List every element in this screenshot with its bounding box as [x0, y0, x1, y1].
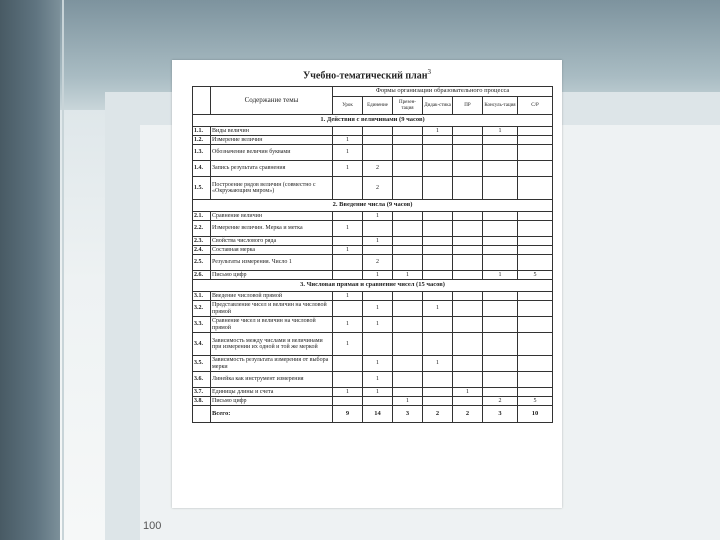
section-title: 3. Числовая прямая и сравнение чисел (15 часов) [193, 280, 553, 292]
row-cell [333, 255, 363, 271]
row-cell [453, 301, 483, 317]
row-cell [423, 246, 453, 255]
row-topic: Обозначение величин буквами [211, 145, 333, 161]
row-cell [393, 161, 423, 177]
row-number: 1.3. [193, 145, 211, 161]
row-cell [453, 397, 483, 406]
column-header: ПР [453, 97, 483, 115]
row-cell [393, 127, 423, 136]
row-cell: 1 [363, 317, 393, 333]
document-title [172, 68, 562, 81]
row-cell [423, 255, 453, 271]
row-cell [393, 372, 423, 388]
total-cell: 14 [363, 406, 393, 423]
row-number: 1.2. [193, 136, 211, 145]
row-number: 2.4. [193, 246, 211, 255]
title-text: Учебно-тематический план [302, 70, 428, 82]
row-cell: 1 [333, 221, 363, 237]
row-topic: Запись результата сравнения [211, 161, 333, 177]
row-cell [423, 212, 453, 221]
row-cell [423, 161, 453, 177]
row-topic: Составная мерка [211, 246, 333, 255]
row-cell [518, 177, 553, 200]
table-row [193, 161, 553, 177]
section-row [193, 200, 553, 212]
row-cell [518, 317, 553, 333]
row-cell [393, 255, 423, 271]
row-cell: 2 [363, 177, 393, 200]
section-title: 1. Действия с величинами (9 часов) [193, 115, 553, 127]
row-topic: Сравнение величин [211, 212, 333, 221]
row-topic: Измерение величин [211, 136, 333, 145]
row-cell [483, 161, 518, 177]
row-cell [393, 212, 423, 221]
row-cell: 1 [483, 127, 518, 136]
row-cell [518, 333, 553, 356]
total-label: Всего: [211, 406, 333, 423]
row-cell [333, 177, 363, 200]
total-cell: 3 [393, 406, 423, 423]
row-number: 3.3. [193, 317, 211, 333]
plan-body [193, 115, 553, 423]
total-cell: 3 [483, 406, 518, 423]
row-cell [393, 177, 423, 200]
row-cell [518, 388, 553, 397]
row-topic: Представление чисел и величин на числовой прямой [211, 301, 333, 317]
row-cell [453, 212, 483, 221]
total-number [193, 406, 211, 423]
table-row [193, 246, 553, 255]
section-title: 2. Введение числа (9 часов) [193, 200, 553, 212]
table-row [193, 145, 553, 161]
row-cell: 1 [333, 388, 363, 397]
row-cell [393, 333, 423, 356]
row-cell [333, 212, 363, 221]
table-row [193, 255, 553, 271]
table-row [193, 237, 553, 246]
row-cell [363, 292, 393, 301]
row-cell [483, 246, 518, 255]
row-topic: Линейка как инструмент измерения [211, 372, 333, 388]
row-cell [333, 356, 363, 372]
row-cell: 5 [518, 271, 553, 280]
row-cell [393, 388, 423, 397]
row-topic: Единицы длины и счета [211, 388, 333, 397]
header-content: Содержание темы [211, 87, 333, 115]
row-cell: 1 [423, 127, 453, 136]
row-cell [518, 301, 553, 317]
row-cell [363, 127, 393, 136]
row-number: 1.1. [193, 127, 211, 136]
row-cell [393, 136, 423, 145]
row-cell: 1 [423, 356, 453, 372]
row-cell [423, 237, 453, 246]
row-number: 3.1. [193, 292, 211, 301]
table-row [193, 127, 553, 136]
row-cell [423, 221, 453, 237]
plan-table [192, 86, 553, 423]
table-row [193, 372, 553, 388]
row-cell [483, 255, 518, 271]
row-cell: 1 [333, 333, 363, 356]
row-cell: 1 [333, 317, 363, 333]
table-row [193, 317, 553, 333]
row-topic: Виды величин [211, 127, 333, 136]
row-cell: 1 [423, 301, 453, 317]
row-number: 2.3. [193, 237, 211, 246]
table-row [193, 212, 553, 221]
row-number: 2.6. [193, 271, 211, 280]
row-cell [423, 388, 453, 397]
row-cell [453, 145, 483, 161]
total-cell: 2 [453, 406, 483, 423]
total-cell: 9 [333, 406, 363, 423]
column-header: Единение [363, 97, 393, 115]
row-cell: 1 [363, 237, 393, 246]
row-cell [483, 237, 518, 246]
row-number: 1.4. [193, 161, 211, 177]
table-row [193, 388, 553, 397]
row-cell: 1 [453, 388, 483, 397]
row-number: 3.4. [193, 333, 211, 356]
table-row [193, 301, 553, 317]
row-topic: Свойства числового ряда [211, 237, 333, 246]
row-cell [518, 356, 553, 372]
row-number: 3.2. [193, 301, 211, 317]
row-cell [453, 317, 483, 333]
title-footnote: 3 [427, 68, 432, 76]
row-cell [483, 301, 518, 317]
row-cell [518, 212, 553, 221]
row-cell [518, 255, 553, 271]
row-number: 2.1. [193, 212, 211, 221]
row-cell [518, 221, 553, 237]
row-topic: Зависимость между числами и величинами при измерении их одной и той же меркой [211, 333, 333, 356]
row-number: 3.7. [193, 388, 211, 397]
row-cell: 1 [363, 356, 393, 372]
row-cell [518, 161, 553, 177]
table-row [193, 333, 553, 356]
background-left [0, 0, 60, 540]
row-cell [453, 292, 483, 301]
row-cell [393, 317, 423, 333]
row-cell [423, 136, 453, 145]
row-cell [363, 333, 393, 356]
row-cell: 1 [483, 271, 518, 280]
row-cell [333, 301, 363, 317]
row-cell [453, 372, 483, 388]
row-cell [518, 246, 553, 255]
row-cell: 1 [363, 372, 393, 388]
row-number: 3.5. [193, 356, 211, 372]
row-cell [423, 372, 453, 388]
row-cell: 2 [483, 397, 518, 406]
row-topic: Зависимость результата измерения от выбора мерки [211, 356, 333, 372]
row-cell [453, 271, 483, 280]
row-topic: Письмо цифр [211, 397, 333, 406]
row-cell [483, 221, 518, 237]
row-number: 3.8. [193, 397, 211, 406]
row-cell [518, 372, 553, 388]
row-number: 2.5. [193, 255, 211, 271]
table-row [193, 177, 553, 200]
section-row [193, 280, 553, 292]
row-number: 3.6. [193, 372, 211, 388]
row-topic: Результаты измерения. Число 1 [211, 255, 333, 271]
row-cell [453, 221, 483, 237]
row-cell [518, 145, 553, 161]
row-cell [453, 237, 483, 246]
decorative-line [62, 0, 64, 540]
row-cell [483, 292, 518, 301]
row-cell [453, 161, 483, 177]
row-cell [483, 136, 518, 145]
row-cell [518, 127, 553, 136]
row-cell [483, 333, 518, 356]
row-cell [363, 221, 393, 237]
header-forms: Формы организации образовательного процесса [333, 87, 553, 97]
row-number: 2.2. [193, 221, 211, 237]
row-cell [518, 292, 553, 301]
row-cell [333, 271, 363, 280]
row-cell [423, 177, 453, 200]
row-cell: 1 [333, 246, 363, 255]
row-cell [393, 246, 423, 255]
row-cell [423, 317, 453, 333]
row-topic: Построение рядов величин (совместно с «Окружающим миром») [211, 177, 333, 200]
row-cell [453, 177, 483, 200]
row-cell: 1 [333, 145, 363, 161]
column-header: Консуль-тация [483, 97, 518, 115]
total-cell: 2 [423, 406, 453, 423]
row-cell [483, 145, 518, 161]
row-cell [333, 397, 363, 406]
row-cell: 1 [393, 271, 423, 280]
row-topic: Введение числовой прямой [211, 292, 333, 301]
row-topic: Измерение величин. Мерка и метка [211, 221, 333, 237]
row-cell [453, 246, 483, 255]
row-cell [393, 301, 423, 317]
document-page [172, 60, 562, 508]
row-cell: 1 [333, 292, 363, 301]
row-cell [363, 145, 393, 161]
row-cell [333, 237, 363, 246]
row-cell: 1 [363, 301, 393, 317]
row-number: 1.5. [193, 177, 211, 200]
row-cell [423, 271, 453, 280]
row-cell [518, 136, 553, 145]
row-cell [483, 372, 518, 388]
row-cell [483, 317, 518, 333]
header-number [193, 87, 211, 115]
total-cell: 10 [518, 406, 553, 423]
row-cell [393, 145, 423, 161]
table-row [193, 136, 553, 145]
row-topic: Письмо цифр [211, 271, 333, 280]
row-cell [363, 136, 393, 145]
row-cell [453, 356, 483, 372]
row-cell [453, 127, 483, 136]
row-cell: 1 [393, 397, 423, 406]
table-row [193, 356, 553, 372]
row-cell: 1 [363, 212, 393, 221]
row-cell [393, 237, 423, 246]
row-cell [333, 372, 363, 388]
table-row [193, 397, 553, 406]
row-cell [453, 255, 483, 271]
row-cell: 1 [363, 271, 393, 280]
row-cell [453, 136, 483, 145]
row-cell: 5 [518, 397, 553, 406]
total-row [193, 406, 553, 423]
row-cell [483, 356, 518, 372]
row-cell [483, 388, 518, 397]
row-cell: 1 [363, 388, 393, 397]
row-cell [423, 333, 453, 356]
row-cell [483, 177, 518, 200]
row-cell: 1 [333, 136, 363, 145]
row-cell [393, 221, 423, 237]
column-header: Дидак-стика [423, 97, 453, 115]
row-topic: Сравнение чисел и величин на числовой прямой [211, 317, 333, 333]
row-cell [453, 333, 483, 356]
column-header: С/Р [518, 97, 553, 115]
row-cell [423, 292, 453, 301]
row-cell: 2 [363, 255, 393, 271]
row-cell [363, 246, 393, 255]
row-cell [423, 397, 453, 406]
row-cell [393, 356, 423, 372]
row-cell [333, 127, 363, 136]
table-row [193, 221, 553, 237]
row-cell [393, 292, 423, 301]
row-cell [423, 145, 453, 161]
page-number: 100 [143, 520, 162, 532]
column-header: Урок [333, 97, 363, 115]
row-cell: 2 [363, 161, 393, 177]
row-cell: 1 [333, 161, 363, 177]
section-row [193, 115, 553, 127]
row-cell [518, 237, 553, 246]
row-cell [483, 212, 518, 221]
column-header: Презен-тация [393, 97, 423, 115]
row-cell [363, 397, 393, 406]
table-row [193, 271, 553, 280]
table-row [193, 292, 553, 301]
